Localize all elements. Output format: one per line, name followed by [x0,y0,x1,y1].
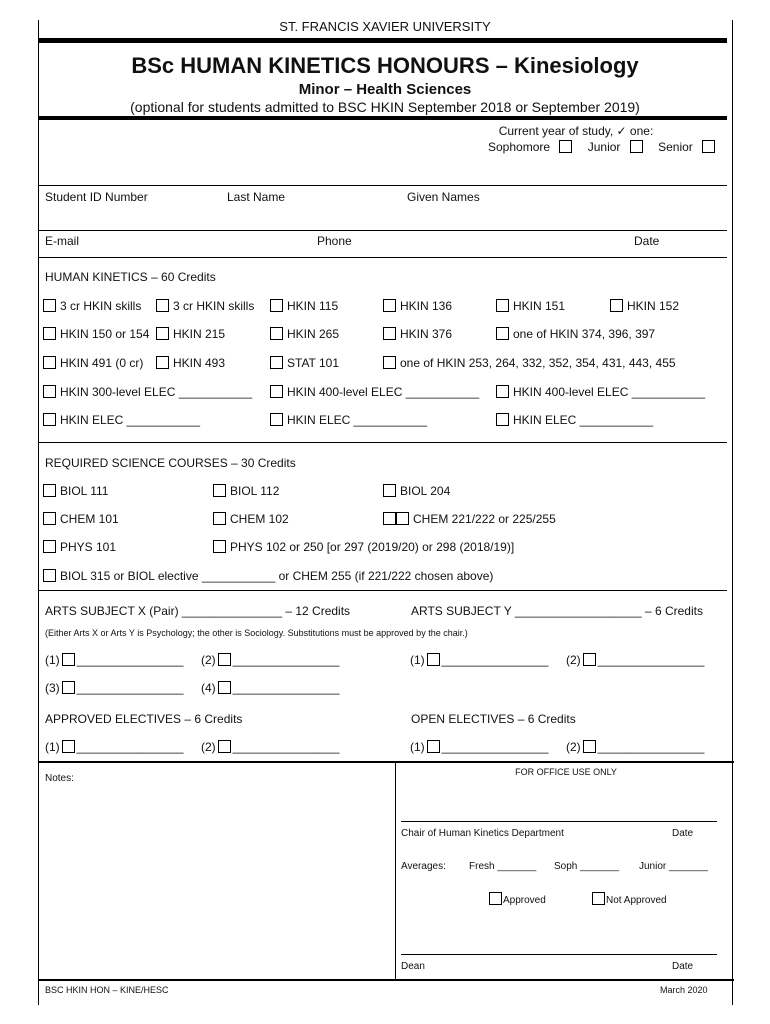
header-rule-top [38,38,727,43]
checkbox[interactable] [156,299,169,312]
open-elective-2[interactable]: (2) ________________ [566,740,705,754]
office-box-divider [395,761,396,980]
checkbox[interactable] [43,327,56,340]
checkbox[interactable] [496,413,509,426]
checkbox[interactable] [270,299,283,312]
header-rule-bottom [38,116,727,120]
course-item[interactable]: CHEM 102 [213,512,289,526]
course-item[interactable]: BIOL 204 [383,484,450,498]
course-item[interactable]: 3 cr HKIN skills [43,299,141,313]
checkbox[interactable] [62,653,75,666]
checkbox[interactable] [62,740,75,753]
junior-checkbox[interactable] [630,140,643,153]
open-elective-1[interactable]: (1) ________________ [410,740,549,754]
checkbox[interactable] [496,385,509,398]
course-item[interactable]: HKIN 265 [270,327,339,341]
course-item[interactable]: CHEM 101 [43,512,119,526]
checkbox[interactable] [218,653,231,666]
arts-x-2[interactable]: (2) ________________ [201,653,340,667]
checkbox[interactable] [62,681,75,694]
course-item[interactable]: PHYS 101 [43,540,116,554]
checkbox[interactable] [496,327,509,340]
divider [38,257,727,258]
arts-y-1[interactable]: (1) ________________ [410,653,549,667]
footer-form-code: BSC HKIN HON – KINE/HESC [45,985,169,995]
university-name: ST. FRANCIS XAVIER UNIVERSITY [279,19,491,34]
dean-label: Dean [401,961,425,972]
course-item[interactable]: CHEM 221/222 or 225/255 [383,512,556,526]
course-item[interactable]: HKIN 151 [496,299,565,313]
senior-checkbox[interactable] [702,140,715,153]
divider [38,979,734,981]
approved-elective-2[interactable]: (2) ________________ [201,740,340,754]
checkbox[interactable] [270,385,283,398]
arts-x-heading: ARTS SUBJECT X (Pair) _______________ – 12 Credits [45,604,351,618]
checkbox[interactable] [156,356,169,369]
checkbox[interactable] [583,653,596,666]
checkbox[interactable] [270,413,283,426]
approved-electives-heading: APPROVED ELECTIVES – 6 Credits [45,712,243,726]
arts-x-4[interactable]: (4) ________________ [201,681,340,695]
divider [38,442,727,443]
minor-title: Minor – Health Sciences [298,81,472,98]
junior-label: Junior [587,140,621,154]
course-item[interactable]: HKIN 493 [156,356,225,370]
checkbox[interactable] [583,740,596,753]
checkbox[interactable] [270,327,283,340]
arts-note: (Either Arts X or Arts Y is Psychology; the other is Sociology. Substitutions must be approved by the chair.) [45,628,468,638]
course-item[interactable]: 3 cr HKIN skills [156,299,254,313]
checkbox[interactable] [383,512,396,525]
checkbox[interactable] [156,327,169,340]
approved-elective-1[interactable]: (1) ________________ [45,740,184,754]
course-item[interactable]: HKIN 136 [383,299,452,313]
sophomore-checkbox[interactable] [559,140,572,153]
year-options [488,140,719,154]
course-item[interactable]: PHYS 102 or 250 [or 297 (2019/20) or 298 (2018/19)] [213,540,514,554]
last-name-label: Last Name [227,190,286,204]
divider [38,230,727,231]
date-label: Date [634,234,660,248]
left-border [38,20,39,1005]
checkbox[interactable] [383,327,396,340]
course-item[interactable]: HKIN 152 [610,299,679,313]
course-item[interactable]: HKIN 376 [383,327,452,341]
course-item[interactable]: one of HKIN 374, 396, 397 [496,327,655,341]
checkbox[interactable] [43,484,56,497]
dean-date-label: Date [672,961,694,972]
given-names-label: Given Names [407,190,480,204]
signature-line [401,821,717,822]
divider [38,761,734,763]
arts-x-1[interactable]: (1) ________________ [45,653,184,667]
right-border [732,20,733,1005]
course-item[interactable]: STAT 101 [270,356,339,370]
office-use-heading: FOR OFFICE USE ONLY [515,767,617,777]
course-item[interactable]: HKIN 491 (0 cr) [43,356,143,370]
approved-option[interactable]: Approved [489,892,546,908]
checkbox[interactable] [43,299,56,312]
arts-y-heading: ARTS SUBJECT Y ___________________ – 6 Credits [411,604,703,618]
phone-label: Phone [317,234,352,248]
checkbox[interactable] [496,299,509,312]
checkbox[interactable] [383,484,396,497]
chair-label: Chair of Human Kinetics Department [401,828,564,839]
arts-x-3[interactable]: (3) ________________ [45,681,184,695]
optional-note: (optional for students admitted to BSC HKIN September 2018 or September 2019) [130,99,640,115]
course-item[interactable]: HKIN 150 or 154 [43,327,149,341]
checkbox[interactable] [396,512,409,525]
course-item[interactable]: HKIN 300-level ELEC ___________ [43,385,252,399]
student-id-label: Student ID Number [45,190,148,204]
checkbox[interactable] [218,681,231,694]
course-item[interactable]: HKIN ELEC ___________ [43,413,200,427]
hk-heading: HUMAN KINETICS – 60 Credits [45,270,216,284]
junior-average[interactable]: Junior _______ [639,861,708,872]
divider [38,185,727,186]
course-item[interactable]: HKIN 115 [270,299,338,313]
checkbox[interactable] [213,484,226,497]
checkbox[interactable] [427,653,440,666]
checkbox[interactable] [43,540,56,553]
fresh-average[interactable]: Fresh _______ [469,861,537,872]
year-prompt: Current year of study, ✓ one: [498,124,654,138]
not-approved-checkbox[interactable] [592,892,605,905]
averages-label: Averages: [401,861,446,872]
course-item[interactable]: HKIN ELEC ___________ [270,413,427,427]
course-item[interactable]: one of HKIN 253, 264, 332, 352, 354, 431, 443, 455 [383,356,676,370]
checkbox[interactable] [43,385,56,398]
divider [38,590,727,591]
checkbox[interactable] [383,299,396,312]
sophomore-label: Sophomore [488,140,551,154]
footer-date: March 2020 [660,985,708,995]
senior-label: Senior [658,140,693,154]
open-electives-heading: OPEN ELECTIVES – 6 Credits [411,712,576,726]
chair-date-label: Date [672,828,694,839]
notes-label: Notes: [45,773,74,784]
checkbox[interactable] [610,299,623,312]
page-title: BSc HUMAN KINETICS HONOURS – Kinesiology [131,53,639,78]
course-item[interactable]: HKIN 400-level ELEC ___________ [270,385,479,399]
checkbox[interactable] [270,356,283,369]
checkbox[interactable] [427,740,440,753]
course-item[interactable]: BIOL 111 [43,484,108,498]
signature-line [401,954,717,955]
checkbox[interactable] [218,740,231,753]
checkbox[interactable] [43,569,56,582]
course-item[interactable]: HKIN ELEC ___________ [496,413,653,427]
not-approved-option[interactable]: Not Approved [592,892,667,908]
course-item[interactable]: HKIN 400-level ELEC ___________ [496,385,705,399]
soph-average[interactable]: Soph _______ [554,861,620,872]
approved-checkbox[interactable] [489,892,502,905]
checkbox[interactable] [213,540,226,553]
checkbox[interactable] [43,356,56,369]
science-heading: REQUIRED SCIENCE COURSES – 30 Credits [45,456,296,470]
course-item[interactable]: HKIN 215 [156,327,225,341]
checkbox[interactable] [43,413,56,426]
arts-y-2[interactable]: (2) ________________ [566,653,705,667]
course-item[interactable]: BIOL 315 or BIOL elective ___________ or CHEM 255 (if 221/222 chosen above) [43,569,493,583]
email-label: E-mail [45,234,80,248]
course-item[interactable]: BIOL 112 [213,484,279,498]
checkbox[interactable] [43,512,56,525]
checkbox[interactable] [213,512,226,525]
checkbox[interactable] [383,356,396,369]
